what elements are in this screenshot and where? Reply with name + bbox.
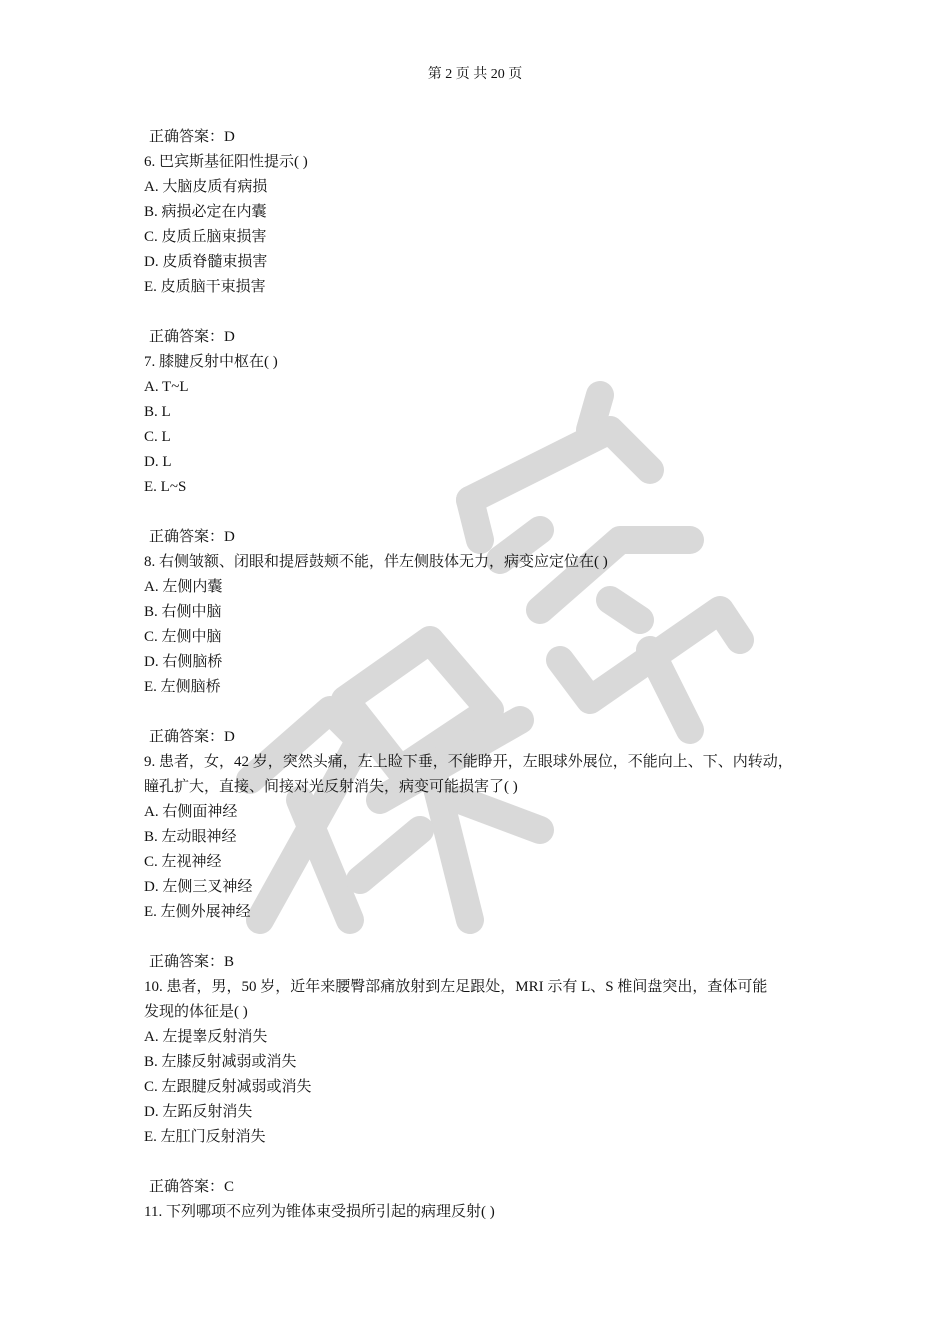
answer-line: 正确答案：D: [149, 329, 235, 345]
option-line: D. 左侧三叉神经: [144, 879, 253, 895]
question-line: 9. 患者，女，42 岁，突然头痛，左上睑下垂，不能睁开，左眼球外展位，不能向上、下、内转动，: [144, 754, 793, 770]
option-line: B. 右侧中脑: [144, 604, 222, 620]
option-line: B. 病损必定在内囊: [144, 204, 267, 220]
option-line: E. 皮质脑干束损害: [144, 279, 266, 295]
page-indicator: 第 2 页 共 20 页: [427, 67, 523, 82]
question-line: 瞳孔扩大，直接、间接对光反射消失，病变可能损害了( ): [144, 779, 518, 795]
question-line: 6. 巴宾斯基征阳性提示( ): [144, 154, 308, 170]
option-line: C. 左侧中脑: [144, 629, 222, 645]
option-line: D. 左跖反射消失: [144, 1104, 253, 1120]
blank-line: [144, 300, 814, 325]
option-line: B. 左膝反射减弱或消失: [144, 1054, 297, 1070]
exam-content: [144, 125, 814, 1225]
option-line: A. 右侧面神经: [144, 804, 238, 820]
option-line: C. 左跟腱反射减弱或消失: [144, 1079, 312, 1095]
answer-line: 正确答案：C: [149, 1179, 235, 1195]
option-line: B. 左动眼神经: [144, 829, 237, 845]
option-line: E. 左肛门反射消失: [144, 1129, 266, 1145]
question-line: 发现的体征是( ): [144, 1004, 248, 1020]
option-line: D. 皮质脊髓束损害: [144, 254, 268, 270]
answer-line: 正确答案：B: [149, 954, 235, 970]
question-line: 11. 下列哪项不应列为锥体束受损所引起的病理反射( ): [144, 1204, 495, 1220]
answer-line: 正确答案：D: [149, 729, 235, 745]
option-line: E. 左侧脑桥: [144, 679, 221, 695]
option-line: D. L: [144, 454, 172, 470]
option-line: A. 大脑皮质有病损: [144, 179, 268, 195]
blank-line: [144, 500, 814, 525]
answer-line: 正确答案：D: [149, 529, 235, 545]
option-line: B. L: [144, 404, 171, 420]
option-line: E. 左侧外展神经: [144, 904, 251, 920]
option-line: A. 左侧内囊: [144, 579, 223, 595]
question-line: 8. 右侧皱额、闭眼和提唇鼓颊不能，伴左侧肢体无力，病变应定位在( ): [144, 554, 608, 570]
blank-line: [144, 700, 814, 725]
option-line: C. L: [144, 429, 171, 445]
option-line: E. L~S: [144, 479, 187, 495]
answer-line: 正确答案：D: [149, 129, 235, 145]
option-line: D. 右侧脑桥: [144, 654, 223, 670]
option-line: C. 左视神经: [144, 854, 222, 870]
question-line: 10. 患者，男，50 岁，近年来腰臀部痛放射到左足跟处，MRI 示有 L、S 椎间盘突出，查体可能: [144, 979, 768, 995]
option-line: A. T~L: [144, 379, 189, 395]
blank-line: [144, 925, 814, 950]
option-line: C. 皮质丘脑束损害: [144, 229, 267, 245]
question-line: 7. 膝腱反射中枢在( ): [144, 354, 278, 370]
option-line: A. 左提睾反射消失: [144, 1029, 268, 1045]
blank-line: [144, 1150, 814, 1175]
